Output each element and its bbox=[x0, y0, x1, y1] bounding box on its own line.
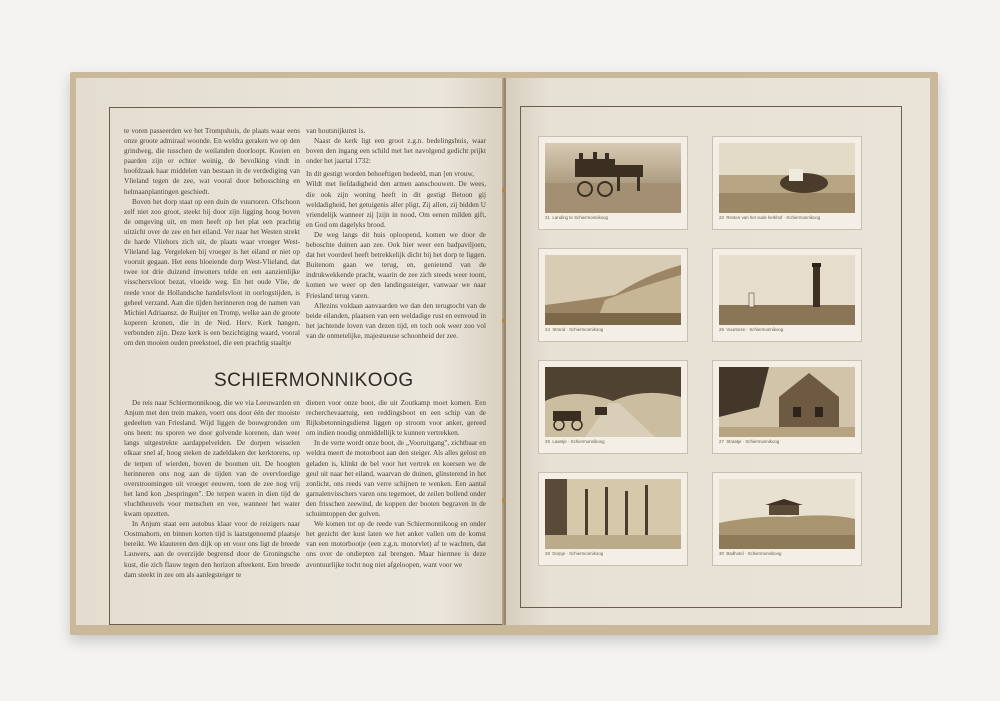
paragraph: De reis naar Schiermonnikoog, die we via Leeuwarden en Anjum met den trein maken, voert ons door één der mooiste gedeelten van Friesland. Wijd liggen de bouwgronden om ons heen: nu sporen we door golvende korenen, dan weer langs uitgestrekte aardappelvelden. De dorpen wisselen elkaar snel af, hoog steken de zadeldaken der kerktorens, op de terpen of wierden, boven de boomen uit. De hoogten herinneren ons nog aan de tijden van de overvloedige overstroomingen uit vroeger eeuwen, toen de zee nog vrij het land kon „bespringen". De terpen waren in dien tijd de vluchtheuvels voor menschen en vee, wanneer het water kwam opzetten. bbox=[124, 399, 300, 519]
photo-caption bbox=[719, 215, 855, 220]
photo-title: Badhotel · Schiermonnikoog bbox=[726, 551, 782, 556]
photo-caption bbox=[719, 439, 855, 444]
poem: Wildt met liefdadigheid den armen aanschouwen. De wees, die ook zijn woning heeft in dit gestigt Betoon gij weldadigheid, het getuigenis aller pligt, Zij allen, zij bidden U vriendelijk wanneer zij [zijn in nood, Om eenen milden gift, en God om dagelyks brood. bbox=[306, 180, 486, 229]
photo-avenue bbox=[545, 367, 681, 437]
photo-card bbox=[713, 249, 861, 341]
photo-number: 22 bbox=[719, 215, 724, 220]
photo-caption bbox=[545, 327, 681, 332]
photo-caption bbox=[719, 551, 855, 556]
right-page bbox=[506, 78, 930, 625]
photo-caption bbox=[719, 327, 855, 332]
text-column-4 bbox=[306, 398, 486, 570]
paragraph: te voren passeerden we het Trompshuis, de plaats waar eens onze groote admiraal woonde. En weldra geraken we op den grindweg, die tusschen de weilanden doorloopt. Koeien en paarden zijn er echter weinig, de bevolking vindt in hoofdzaak haar middelen van bestaan in de verdediging van Vlieland tegen de zee, wat vooral door behossching en helmaanplantingen geschiedt. bbox=[124, 127, 300, 196]
photo-title: Landing te Schiermonnikoog bbox=[552, 215, 608, 220]
photo-village bbox=[545, 479, 681, 549]
photo-caption bbox=[545, 551, 681, 556]
paragraph: De weg langs dit huis oploopend, komen we door de beboschte duinen aan zee. Ook hier weer een badpaviljoen, dat het voordeel heeft betrekkelijk dicht bij het dorp te liggen. Buitenom gaan we terug, en, genietend van de indrukwekkende pracht, waarin de zee zich steeds weer toont, komen we weer op den landingssteiger, vanwaar we naar Friesland terug varen. bbox=[306, 230, 486, 300]
photo-number: 27 bbox=[719, 439, 724, 444]
photo-number: 26 bbox=[719, 327, 724, 332]
text-column-3 bbox=[124, 398, 300, 580]
left-page bbox=[76, 78, 504, 625]
text-column-2 bbox=[306, 126, 486, 341]
photo-title: Laantje · Schiermonnikoog bbox=[552, 439, 605, 444]
paragraph: Allezins voldaan aanvaarden we dan den terugtocht van de beide eilanden, plaatsen van een weldadige rust en eenvoud in het jachtende loven van dezen tijd, en toch ook weer zoo vol van de onmetelijke, majestueuse schoonheid der zee. bbox=[306, 301, 486, 340]
photo-card bbox=[713, 137, 861, 229]
photo-dune bbox=[545, 255, 681, 325]
paragraph: In Anjum staat een autobus klaar voor de reizigers naar Oostmahorn, en binnen korten tijd is laatstgenoemd plaatsje bereikt. We klauteren den dijk op en voor ons ligt de breede Lauwers, aan de overzijde begrensd door de Groningsche kust, die zich flauw tegen den horizon afteekent. Een breede dam steekt in zee om als aanlegsteiger te bbox=[124, 520, 300, 579]
photo-number: 24 bbox=[545, 327, 550, 332]
photo-card bbox=[539, 361, 687, 453]
open-album bbox=[70, 72, 938, 635]
photo-card bbox=[539, 249, 687, 341]
page-heading: SCHIERMONNIKOOG bbox=[214, 370, 414, 391]
photo-street bbox=[719, 367, 855, 437]
photo-number: 28 bbox=[545, 551, 550, 556]
paragraph: Boven het dorp staat op een duin de vuurtoren. Ofschoon zelf niet zoo groot, steekt hij door zijn ligging hoog boven de omgeving uit, en men heeft op het plat een prachtig uitzicht over de zee en het eiland. Ver naar het Westen strekt de harde Vliehors zich uit, de plaats waar vroeger West-Vlieland lag. Vergeleken bij vroeger is het eiland er niet op vooruit gegaan. Het eens bloeiende dorp West-Vlieland, dat twee tot drie duizend inwoners telde en een aanzienlijke visschersvloot bezat, vloeide weg. En het oude Vlie, de reede voor de Hollandsche handelsvloot in oorlogstijden, is geheel verzand. Aan die tijden herinneren nog de namen van Michiel Adriaansz. de Ruijter en Tromp, welke aan de groote koperen kronen, die in de Ned. Herv. Kerk hangen, verbonden zijn. Deze kerk is een bezichtiging waard, vooral om den mooien ouden preekstoel, die een prachtig staaltje bbox=[124, 197, 300, 347]
photo-beach-remains bbox=[719, 143, 855, 213]
text-column-1 bbox=[124, 126, 300, 348]
photo-landing bbox=[545, 143, 681, 213]
photo-caption bbox=[545, 215, 681, 220]
photo-lighthouses bbox=[719, 255, 855, 325]
staple-hole bbox=[502, 498, 506, 503]
photo-card bbox=[539, 473, 687, 565]
photo-frame bbox=[520, 106, 902, 608]
photo-title: Resten van het oude kerkhof · Schiermonnikoog bbox=[726, 215, 821, 220]
paragraph: dienen voor onze boot, die uit Zoutkamp moet komen. Een recherchevaartuig, een reddingsboot en een schip van de Rijksbetonningsdienst liggen op stroom voor anker, gereed om indien noodig onmiddellijk te kunnen vertrekken. bbox=[306, 399, 486, 438]
photo-title: Strand · Schiermonnikoog bbox=[552, 327, 604, 332]
paragraph: van houtsnijkunst is. bbox=[306, 127, 366, 135]
photo-number: 25 bbox=[545, 439, 550, 444]
paragraph: In de verte wordt onze boot, de „Vooruitgang", zichtbaar en weldra meert de motorboot aan den steiger. Als alles gelost en geladen is, klinkt de bel voor het vertrek en koersen we de geul uit naar het eiland, waarvan de duinen, glinsterend in het zonlicht, ons reeds van verre schijnen te wenken. Een aantal garnalenvisschers varen ons tegemoet, de zeilen bollend onder den frisschen zeewind, de koppen der booten begraven in de schuimtoppen der golven. bbox=[306, 439, 486, 519]
poem-line: In dit gestigt worden behoeftigen bedeeld, man [en vrouw, bbox=[306, 170, 474, 179]
photo-number: 21 bbox=[545, 215, 550, 220]
photo-title: Vuurtoren · Schiermonnikoog bbox=[726, 327, 784, 332]
photo-hotel bbox=[719, 479, 855, 549]
photo-card bbox=[713, 361, 861, 453]
photo-card bbox=[539, 137, 687, 229]
photo-caption bbox=[545, 439, 681, 444]
paragraph: We komen tot op de reede van Schiermonnikoog en onder het gezicht der kust laten we het anker vallen om de komst van een motorbootje (een z.g.n. motorvlet) af te wachten, dat ons over de ondiepten zal brengen. Maar hiermee is deze avontuurlijke tocht nog niet afgeloopen, want voor we bbox=[306, 520, 486, 569]
photo-title: Dorpje · Schiermonnikoog bbox=[552, 551, 604, 556]
paragraph: Naast de kerk ligt een groot z.g.n. bedelingshuis, waar boven den ingang een schild met het navolgend gedicht prijkt onder het jaartal 1732: bbox=[306, 137, 486, 166]
photo-number: 30 bbox=[719, 551, 724, 556]
photo-title: Straatje · Schiermonnikoog bbox=[726, 439, 780, 444]
staple-hole bbox=[502, 188, 506, 193]
photo-card bbox=[713, 473, 861, 565]
staple-hole bbox=[502, 318, 506, 323]
text-frame bbox=[109, 107, 503, 625]
